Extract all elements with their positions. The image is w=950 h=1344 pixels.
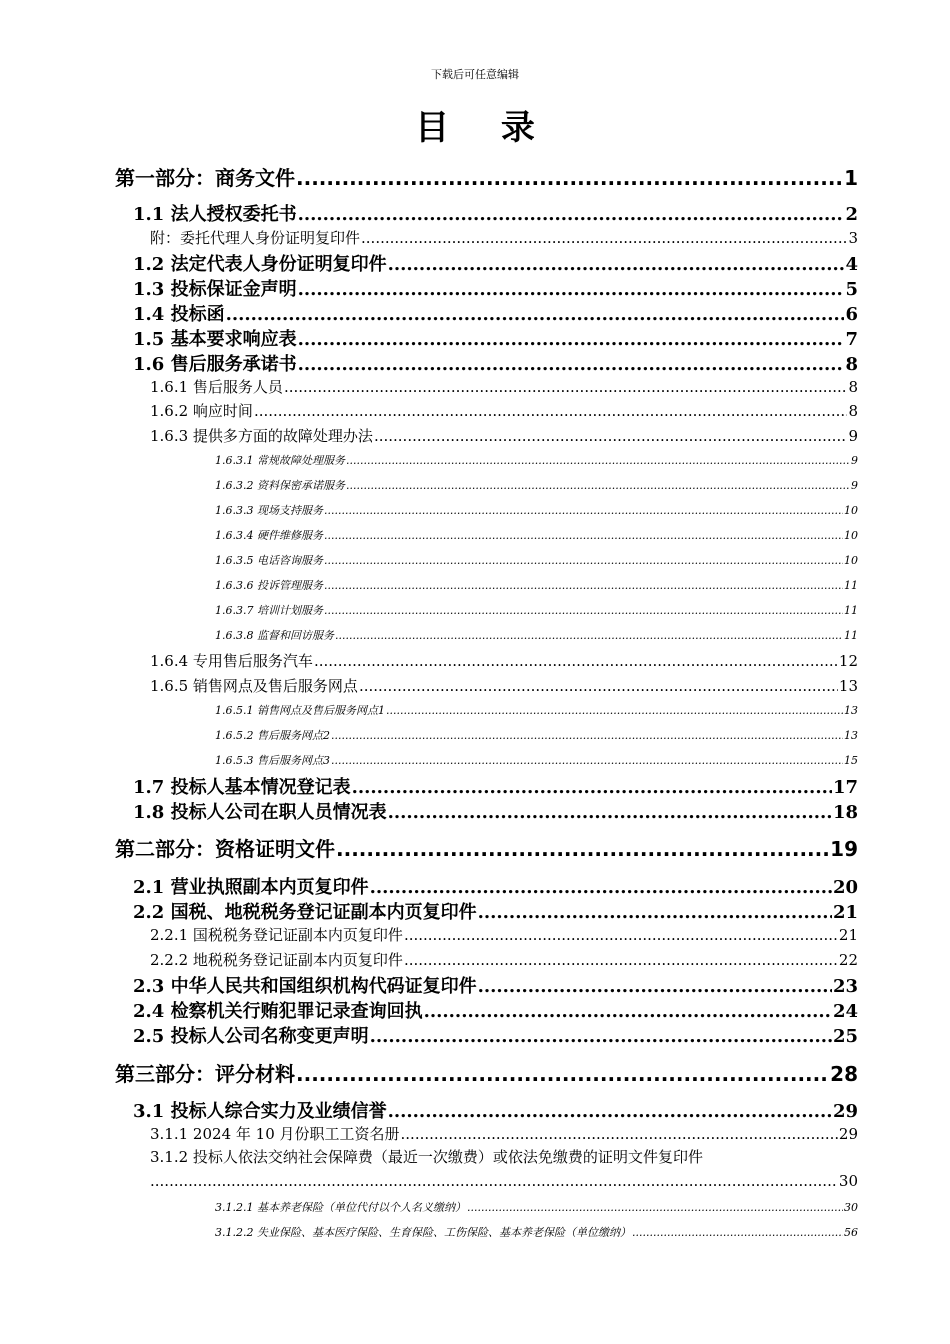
toc-leader-dots bbox=[388, 802, 832, 823]
toc-entry[interactable] bbox=[133, 350, 858, 374]
toc-entry[interactable] bbox=[150, 376, 858, 396]
page-header: 下载后可任意编辑 bbox=[431, 68, 519, 81]
toc-entry-page: 29 bbox=[832, 1101, 858, 1122]
toc-entry[interactable] bbox=[133, 300, 858, 324]
toc-entry-page: 6 bbox=[845, 304, 858, 325]
toc-entry-title: 1.6.3.6 投诉管理服务 bbox=[215, 579, 323, 592]
toc-entry-title: 2.3 中华人民共和国组织机构代码证复印件 bbox=[133, 976, 477, 997]
toc-entry[interactable] bbox=[133, 250, 858, 274]
toc-entry[interactable] bbox=[215, 452, 858, 468]
toc-entry-title: 1.6.3.3 现场支持服务 bbox=[215, 504, 323, 517]
toc-leader-dots bbox=[346, 479, 850, 492]
toc-entry-page: 10 bbox=[844, 554, 858, 567]
toc-entry[interactable] bbox=[215, 477, 858, 493]
toc-entry[interactable] bbox=[115, 1058, 858, 1084]
toc-leader-dots bbox=[331, 729, 843, 742]
toc-leader-dots bbox=[284, 378, 848, 396]
toc-entry[interactable] bbox=[215, 577, 858, 593]
toc-entry-page: 20 bbox=[832, 877, 858, 898]
toc-entry-page: 11 bbox=[844, 579, 858, 592]
toc-entry-title: 第三部分：评分材料 bbox=[115, 1062, 295, 1086]
toc-entry-page: 21 bbox=[832, 902, 858, 923]
toc-entry-page: 8 bbox=[845, 354, 858, 375]
toc-entry[interactable] bbox=[150, 400, 858, 420]
toc-entry[interactable] bbox=[133, 200, 858, 224]
toc-entry-page: 24 bbox=[832, 1001, 858, 1022]
toc-leader-dots bbox=[478, 902, 832, 923]
toc-entry[interactable] bbox=[150, 675, 858, 695]
toc-leader-dots bbox=[314, 652, 838, 670]
toc-entry-title: 1.6 售后服务承诺书 bbox=[133, 354, 297, 375]
toc-entry-title: 3.1 投标人综合实力及业绩信誉 bbox=[133, 1101, 387, 1122]
toc-entry-page: 11 bbox=[844, 629, 858, 642]
toc-entry[interactable] bbox=[215, 602, 858, 618]
toc-entry[interactable] bbox=[150, 924, 858, 944]
toc-entry-title: 第一部分：商务文件 bbox=[115, 166, 295, 190]
toc-entry[interactable] bbox=[133, 873, 858, 897]
toc-entry-page: 23 bbox=[832, 976, 858, 997]
toc-leader-dots bbox=[335, 629, 843, 642]
toc-entry[interactable] bbox=[133, 325, 858, 349]
toc-entry-title: 1.6.4 专用售后服务汽车 bbox=[150, 652, 313, 670]
toc-entry-title: 1.6.3.7 培训计划服务 bbox=[215, 604, 323, 617]
toc-leader-dots bbox=[386, 704, 843, 717]
toc-leader-dots bbox=[404, 926, 838, 944]
toc-leader-dots bbox=[324, 579, 843, 592]
toc-entry-title: 1.6.3 提供多方面的故障处理办法 bbox=[150, 427, 373, 445]
toc-entry-title: 1.4 投标函 bbox=[133, 304, 225, 325]
toc-leader-dots bbox=[324, 529, 843, 542]
toc-entry[interactable] bbox=[150, 650, 858, 670]
toc-leader-dots bbox=[370, 1026, 832, 1047]
toc-leader-dots bbox=[336, 837, 829, 861]
toc-entry[interactable] bbox=[150, 949, 858, 969]
toc-entry-page: 12 bbox=[838, 652, 858, 670]
toc-entry-title: 1.7 投标人基本情况登记表 bbox=[133, 777, 351, 798]
toc-entry-title: 附：委托代理人身份证明复印件 bbox=[150, 229, 361, 247]
toc-entry-page: 18 bbox=[832, 802, 858, 823]
toc-leader-dots bbox=[298, 354, 845, 375]
toc-leader-dots bbox=[296, 166, 843, 190]
toc-entry[interactable] bbox=[215, 527, 858, 543]
toc-entry-page: 1 bbox=[844, 166, 858, 190]
toc-entry-page: 30 bbox=[838, 1172, 858, 1190]
toc-leader-dots bbox=[370, 877, 832, 898]
toc-entry-title: 1.6.5.3 售后服务网点3 bbox=[215, 754, 330, 767]
toc-entry[interactable] bbox=[150, 1123, 858, 1143]
toc-leader-dots bbox=[401, 1125, 838, 1143]
toc-entry-title: 3.1.2.1 基本养老保险（单位代付以个人名义缴纳） bbox=[215, 1201, 466, 1214]
toc-entry-page: 10 bbox=[844, 504, 858, 517]
toc-entry-page: 4 bbox=[845, 254, 858, 275]
toc-entry[interactable] bbox=[133, 798, 858, 822]
toc-entry[interactable] bbox=[133, 972, 858, 996]
toc-leader-dots bbox=[478, 976, 832, 997]
toc-entry-page: 9 bbox=[851, 454, 858, 467]
toc-entry-title: 3.1.1 2024 年 10 月份职工工资名册 bbox=[150, 1125, 400, 1143]
page-title: 目 录 bbox=[415, 108, 555, 148]
toc-entry-page: 25 bbox=[832, 1026, 858, 1047]
toc-entry-page: 13 bbox=[844, 704, 858, 717]
toc-entry[interactable] bbox=[215, 552, 858, 568]
toc-leader-dots bbox=[298, 204, 845, 225]
toc-entry-page: 11 bbox=[844, 604, 858, 617]
toc-entry-page: 15 bbox=[844, 754, 858, 767]
toc-leader-dots bbox=[352, 777, 832, 798]
toc-entry-title: 2.2 国税、地税税务登记证副本内页复印件 bbox=[133, 902, 477, 923]
toc-entry-title: 1.6.3.4 硬件维修服务 bbox=[215, 529, 323, 542]
toc-entry[interactable] bbox=[215, 752, 858, 768]
toc-entry-page: 13 bbox=[844, 729, 858, 742]
toc-leader-dots bbox=[632, 1226, 843, 1239]
toc-entry-long-title[interactable]: 3.1.2 投标人依法交纳社会保障费（最近一次缴费）或依法免缴费的证明文件复印件 bbox=[150, 1148, 703, 1166]
toc-leader-dots bbox=[226, 304, 845, 325]
toc-entry-page: 19 bbox=[830, 837, 858, 861]
toc-entry-page: 8 bbox=[848, 402, 858, 420]
toc-entry-title: 3.1.2.2 失业保险、基本医疗保险、生育保险、工伤保险、基本养老保险（单位缴纳） bbox=[215, 1226, 631, 1239]
toc-entry-page: 28 bbox=[830, 1062, 858, 1086]
toc-entry-page: 8 bbox=[848, 378, 858, 396]
toc-entry[interactable] bbox=[215, 1199, 858, 1215]
toc-entry-title: 1.6.2 响应时间 bbox=[150, 402, 253, 420]
toc-entry-title: 1.1 法人授权委托书 bbox=[133, 204, 297, 225]
toc-entry-title: 1.6.3.1 常规故障处理服务 bbox=[215, 454, 345, 467]
toc-entry-page: 30 bbox=[844, 1201, 858, 1214]
toc-entry-title: 2.2.1 国税税务登记证副本内页复印件 bbox=[150, 926, 403, 944]
toc-leader-dots bbox=[374, 427, 848, 445]
toc-entry[interactable] bbox=[115, 833, 858, 859]
toc-entry-continuation[interactable] bbox=[150, 1172, 858, 1192]
toc-entry-title: 1.6.5.2 售后服务网点2 bbox=[215, 729, 330, 742]
toc-entry-title: 1.6.1 售后服务人员 bbox=[150, 378, 283, 396]
toc-entry-title: 1.6.5 销售网点及售后服务网点 bbox=[150, 677, 358, 695]
toc-leader-dots bbox=[424, 1001, 832, 1022]
toc-entry-title: 1.5 基本要求响应表 bbox=[133, 329, 297, 350]
toc-entry-title: 1.2 法定代表人身份证明复印件 bbox=[133, 254, 387, 275]
toc-entry-page: 2 bbox=[845, 204, 858, 225]
toc-entry[interactable] bbox=[115, 162, 858, 188]
toc-leader-dots bbox=[361, 229, 847, 247]
toc-leader-dots bbox=[296, 1062, 829, 1086]
toc-leader-dots bbox=[298, 329, 845, 350]
toc-entry-title: 1.6.3.5 电话咨询服务 bbox=[215, 554, 323, 567]
toc-leader-dots bbox=[254, 402, 848, 420]
toc-entry[interactable] bbox=[150, 425, 858, 445]
toc-entry-title: 1.8 投标人公司在职人员情况表 bbox=[133, 802, 387, 823]
toc-entry-title: 2.1 营业执照副本内页复印件 bbox=[133, 877, 369, 898]
toc-entry-title: 1.6.3.2 资料保密承诺服务 bbox=[215, 479, 345, 492]
toc-leader-dots bbox=[388, 1101, 832, 1122]
toc-leader-dots bbox=[346, 454, 850, 467]
toc-entry-page: 56 bbox=[844, 1226, 858, 1239]
toc-entry-page: 3 bbox=[848, 229, 858, 247]
toc-entry-page: 10 bbox=[844, 529, 858, 542]
toc-entry-page: 9 bbox=[851, 479, 858, 492]
toc-entry[interactable] bbox=[133, 898, 858, 922]
toc-entry[interactable] bbox=[133, 997, 858, 1021]
toc-entry-title: 2.2.2 地税税务登记证副本内页复印件 bbox=[150, 951, 403, 969]
toc-leader-dots bbox=[404, 951, 838, 969]
toc-entry[interactable] bbox=[215, 1224, 858, 1240]
toc-entry[interactable] bbox=[133, 1097, 858, 1121]
toc-entry[interactable] bbox=[133, 275, 858, 299]
toc-entry-page: 13 bbox=[838, 677, 858, 695]
toc-entry[interactable] bbox=[150, 227, 858, 247]
toc-entry[interactable] bbox=[215, 702, 858, 718]
toc-leader-dots bbox=[298, 279, 845, 300]
toc-leader-dots bbox=[359, 677, 838, 695]
toc-leader-dots bbox=[324, 554, 843, 567]
toc-entry[interactable] bbox=[133, 773, 858, 797]
toc-entry-title: 第二部分：资格证明文件 bbox=[115, 837, 335, 861]
toc-entry[interactable] bbox=[133, 1022, 858, 1046]
toc-entry[interactable] bbox=[215, 502, 858, 518]
toc-entry-title: 1.6.3.8 监督和回访服务 bbox=[215, 629, 334, 642]
toc-entry-page: 22 bbox=[838, 951, 858, 969]
toc-entry-page: 7 bbox=[845, 329, 858, 350]
toc-entry-page: 9 bbox=[848, 427, 858, 445]
toc-leader-dots bbox=[324, 604, 843, 617]
toc-entry-title: 2.4 检察机关行贿犯罪记录查询回执 bbox=[133, 1001, 423, 1022]
toc-entry-page: 21 bbox=[838, 926, 858, 944]
toc-entry-page: 17 bbox=[832, 777, 858, 798]
toc-leader-dots bbox=[324, 504, 843, 517]
toc-entry-title: 2.5 投标人公司名称变更声明 bbox=[133, 1026, 369, 1047]
toc-entry-title: 1.3 投标保证金声明 bbox=[133, 279, 297, 300]
toc-leader-dots bbox=[331, 754, 843, 767]
toc-entry[interactable] bbox=[215, 627, 858, 643]
toc-leader-dots bbox=[467, 1201, 843, 1214]
toc-entry-page: 29 bbox=[838, 1125, 858, 1143]
toc-entry[interactable] bbox=[215, 727, 858, 743]
toc-leader-dots bbox=[150, 1172, 838, 1190]
toc-entry-title: 1.6.5.1 销售网点及售后服务网点1 bbox=[215, 704, 385, 717]
toc-leader-dots bbox=[388, 254, 845, 275]
toc-entry-page: 5 bbox=[845, 279, 858, 300]
